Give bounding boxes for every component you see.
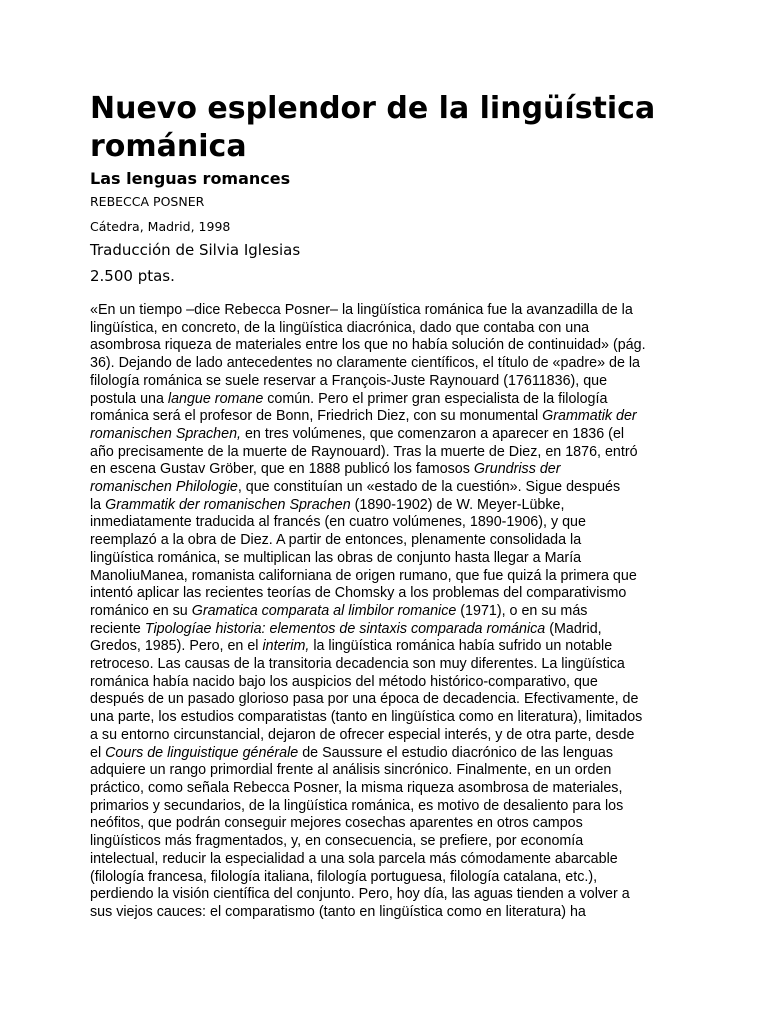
body-text-run: después de un pasado glorioso pasa por una época de decadencia. Efectivamente, de [90, 691, 639, 708]
body-text-run: intentó aplicar las recientes teorías de Chomsky a los problemas del comparativismo [90, 585, 627, 602]
body-line [90, 745, 680, 763]
italic-title-text: Tipologíae historia: elementos de sintaxis comparada románica [144, 620, 546, 637]
body-line [90, 815, 680, 833]
body-line [90, 479, 680, 497]
italic-title-text: Grammatik der [542, 408, 637, 425]
body-text-run: «En un tiempo –dice Rebecca Posner– la lingüística románica fue la avanzadilla de la [90, 302, 633, 318]
italic-title-text: romanischen Sprachen, [90, 425, 241, 442]
body-text-run: reemplazó a la obra de Diez. A partir de entonces, plenamente consolidada la [90, 532, 582, 549]
body-line [90, 320, 680, 338]
body-text-run: lingüística, en concreto, de la lingüística diacrónica, dado que contaba con una [90, 319, 590, 336]
body-line [90, 674, 680, 692]
italic-title-text: interim, [262, 638, 310, 655]
body-text-run: sus viejos cauces: el comparatismo (tanto en lingüística como en literatura) ha [90, 903, 586, 920]
body-paragraph [90, 302, 680, 922]
body-text-run: adquiere un rango primordial frente al análisis sincrónico. Finalmente, en un orden [90, 762, 612, 779]
body-text-run: románico en su [90, 602, 192, 619]
body-text-run: (1890-1902) de W. Meyer-Lübke, [350, 496, 565, 513]
body-text-run: retroceso. Las causas de la transitoria decadencia son muy diferentes. La lingüística [90, 656, 625, 673]
body-line [90, 727, 680, 745]
body-line [90, 780, 680, 798]
body-text-run: ManoliuManea, romanista californiana de origen rumano, que fue quizá la primera que [90, 567, 637, 584]
italic-title-text: Grammatik der romanischen Sprachen [105, 496, 351, 513]
body-line [90, 691, 680, 709]
body-line [90, 426, 680, 444]
body-text-run: reciente [90, 620, 145, 637]
body-text-run: filología románica se suele reservar a François-Juste Raynouard (17611836), que [90, 372, 608, 389]
body-text-run: (Madrid, [545, 620, 602, 637]
translator-info: Traducción de Silvia Iglesias [90, 241, 301, 259]
body-line [90, 833, 680, 851]
body-line [90, 355, 680, 373]
body-text-run: la [90, 496, 106, 513]
body-line [90, 408, 680, 426]
body-text-run: de Saussure el estudio diacrónico de las lenguas [298, 744, 613, 761]
body-text-run: práctico, como señala Rebecca Posner, la misma riqueza asombrosa de materiales, [90, 779, 623, 796]
body-line [90, 851, 680, 869]
price-info: 2.500 ptas. [90, 267, 175, 285]
body-text-run: el [90, 744, 106, 761]
body-text-run: románica será el profesor de Bonn, Friedrich Diez, con su monumental [90, 408, 543, 425]
body-text-run: 36). Dejando de lado antecedentes no claramente científicos, el título de «padre» de la [90, 355, 641, 372]
italic-title-text: Grundriss der [473, 461, 561, 478]
body-text-run: a su entorno circunstancial, dejaron de ofrecer especial interés, y de otra parte, desde [90, 726, 635, 743]
body-text-run: , que constituían un «estado de la cuestión». Sigue después [237, 479, 621, 496]
body-text-run: Gredos, 1985). Pero, en el [90, 638, 263, 655]
body-line [90, 656, 680, 674]
body-text-run: (1971), o en su más [456, 602, 588, 619]
body-text-run: asombrosa riqueza de materiales entre los que no había solución de continuidad» (pág. [90, 337, 646, 354]
body-line [90, 603, 680, 621]
body-line [90, 762, 680, 780]
body-text-run: neófitos, que podrán conseguir mejores cosechas aparentes en otros campos [90, 815, 583, 832]
italic-title-text: Cours de linguistique générale [105, 744, 299, 761]
italic-title-text: romanischen Philologie [90, 479, 238, 496]
body-line [90, 904, 680, 922]
body-text-run: lingüística románica, se multiplican las obras de conjunto hasta llegar a María [90, 549, 582, 566]
body-text-run: románica había nacido bajo los auspicios del método histórico-comparativo, que [90, 673, 598, 690]
body-text-run: primarios y secundarios, de la lingüística románica, es motivo de desaliento para los [90, 797, 624, 814]
italic-title-text: Gramatica comparata al limbilor romanice [191, 602, 457, 619]
body-line [90, 514, 680, 532]
body-line [90, 585, 680, 603]
body-text-run: común. Pero el primer gran especialista de la filología [263, 390, 608, 407]
body-text-run: perdiendo la visión científica del conjunto. Pero, hoy día, las aguas tienden a volver a [90, 886, 630, 903]
body-line [90, 709, 680, 727]
body-line [90, 886, 680, 904]
body-line [90, 461, 680, 479]
body-line [90, 373, 680, 391]
body-line [90, 638, 680, 656]
body-line [90, 532, 680, 550]
body-text-run: una parte, los estudios comparatistas (tanto en lingüística como en literatura), limitados [90, 709, 643, 726]
publisher-info: Cátedra, Madrid, 1998 [90, 219, 231, 234]
body-line [90, 302, 680, 320]
body-text-run: postula una [90, 390, 168, 407]
article-title: Nuevo esplendor de la lingüística románica [90, 91, 656, 164]
body-line [90, 391, 680, 409]
article-subtitle: Las lenguas romances [90, 169, 291, 188]
author-name: REBECCA POSNER [90, 194, 205, 209]
body-text-run: en escena Gustav Gröber, que en 1888 publicó los famosos [90, 461, 474, 478]
body-line [90, 869, 680, 887]
body-line [90, 621, 680, 639]
body-text-run: intelectual, reducir la especialidad a una sola parcela más cómodamente abarcable [90, 850, 618, 867]
body-line [90, 497, 680, 515]
body-line [90, 550, 680, 568]
body-text-run: año precisamente de la muerte de Raynouard). Tras la muerte de Diez, en 1876, entró [90, 443, 638, 460]
body-line [90, 798, 680, 816]
body-text-run: la lingüística románica había sufrido un notable [309, 638, 613, 655]
body-line [90, 568, 680, 586]
body-text-run: en tres volúmenes, que comenzaron a aparecer en 1836 (el [241, 425, 625, 442]
document-page [90, 90, 680, 922]
body-text-run: inmediatamente traducida al francés (en cuatro volúmenes, 1890-1906), y que [90, 514, 586, 531]
body-text-run: lingüísticos más fragmentados, y, en consecuencia, se prefiere, por economía [90, 833, 584, 850]
body-line [90, 444, 680, 462]
body-line [90, 337, 680, 355]
italic-title-text: langue romane [167, 390, 264, 407]
body-text-run: (filología francesa, filología italiana, filología portuguesa, filología catalana, etc.), [90, 868, 598, 885]
